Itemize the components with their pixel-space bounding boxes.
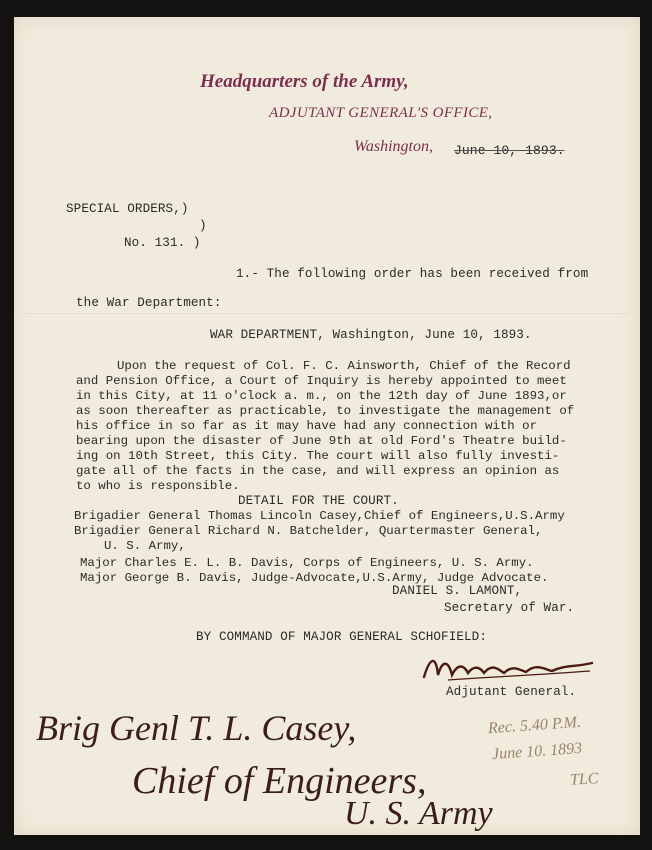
handwritten-address-line-1: Brig Genl T. L. Casey, xyxy=(36,708,357,748)
secretary-name: DANIEL S. LAMONT, xyxy=(392,584,523,598)
detail-line: Major George B. Davis, Judge-Advocate,U.S.Army, Judge Advocate. xyxy=(80,571,549,585)
intro-line-1: 1.- The following order has been received from xyxy=(236,267,589,281)
detail-line: U. S. Army, xyxy=(104,539,186,553)
paragraph-line: as soon thereafter as practicable, to investigate the management of xyxy=(76,404,575,418)
pencil-note-line-1: Rec. 5.40 P.M. xyxy=(487,713,582,738)
document-page xyxy=(14,17,640,835)
paragraph-line: in this City, at 11 o'clock a. m., on the 12th day of June 1893,or xyxy=(76,389,567,403)
fold-crease xyxy=(14,313,640,315)
pencil-note-line-3: TLC xyxy=(569,770,599,789)
paragraph-line: Upon the request of Col. F. C. Ainsworth, Chief of the Record xyxy=(117,359,571,373)
secretary-title: Secretary of War. xyxy=(444,601,575,615)
letterhead-date: June 10, 1893. xyxy=(454,143,565,158)
paragraph-line: to who is responsible. xyxy=(76,479,240,493)
detail-line: Brigadier General Richard N. Batchelder, Quartermaster General, xyxy=(74,524,543,538)
special-orders-bracket: ) xyxy=(199,219,207,233)
paragraph-line: gate all of the facts in the case, and will express an opinion as xyxy=(76,464,560,478)
detail-line: Major Charles E. L. B. Davis, Corps of Engineers, U. S. Army. xyxy=(80,556,534,570)
handwritten-address-line-3: U. S. Army xyxy=(344,795,493,832)
handwritten-address-line-2: Chief of Engineers, xyxy=(132,760,427,802)
intro-line-2: the War Department: xyxy=(76,296,222,310)
paragraph-line: bearing upon the disaster of June 9th at old Ford's Theatre build- xyxy=(76,434,567,448)
detail-heading: DETAIL FOR THE COURT. xyxy=(238,494,399,508)
letterhead-place: Washington, xyxy=(354,138,433,155)
signature-title: Adjutant General. xyxy=(446,685,577,699)
command-line: BY COMMAND OF MAJOR GENERAL SCHOFIELD: xyxy=(196,630,487,644)
letterhead-title: Headquarters of the Army, xyxy=(200,71,409,92)
letterhead-office: ADJUTANT GENERAL'S OFFICE, xyxy=(269,105,493,121)
adjutant-signature xyxy=(418,647,598,687)
paragraph-line: ing on 10th Street, this City. The court will also fully investi- xyxy=(76,449,560,463)
paragraph-line: and Pension Office, a Court of Inquiry is hereby appointed to meet xyxy=(76,374,567,388)
paragraph-line: his office in so far as it may have had any connection with or xyxy=(76,419,538,433)
pencil-note-line-2: June 10. 1893 xyxy=(491,739,583,764)
special-orders-label: SPECIAL ORDERS,) xyxy=(66,202,189,216)
detail-line: Brigadier General Thomas Lincoln Casey,Chief of Engineers,U.S.Army xyxy=(74,509,565,523)
war-department-heading: WAR DEPARTMENT, Washington, June 10, 1893. xyxy=(210,328,532,342)
order-number: No. 131. ) xyxy=(124,236,201,250)
